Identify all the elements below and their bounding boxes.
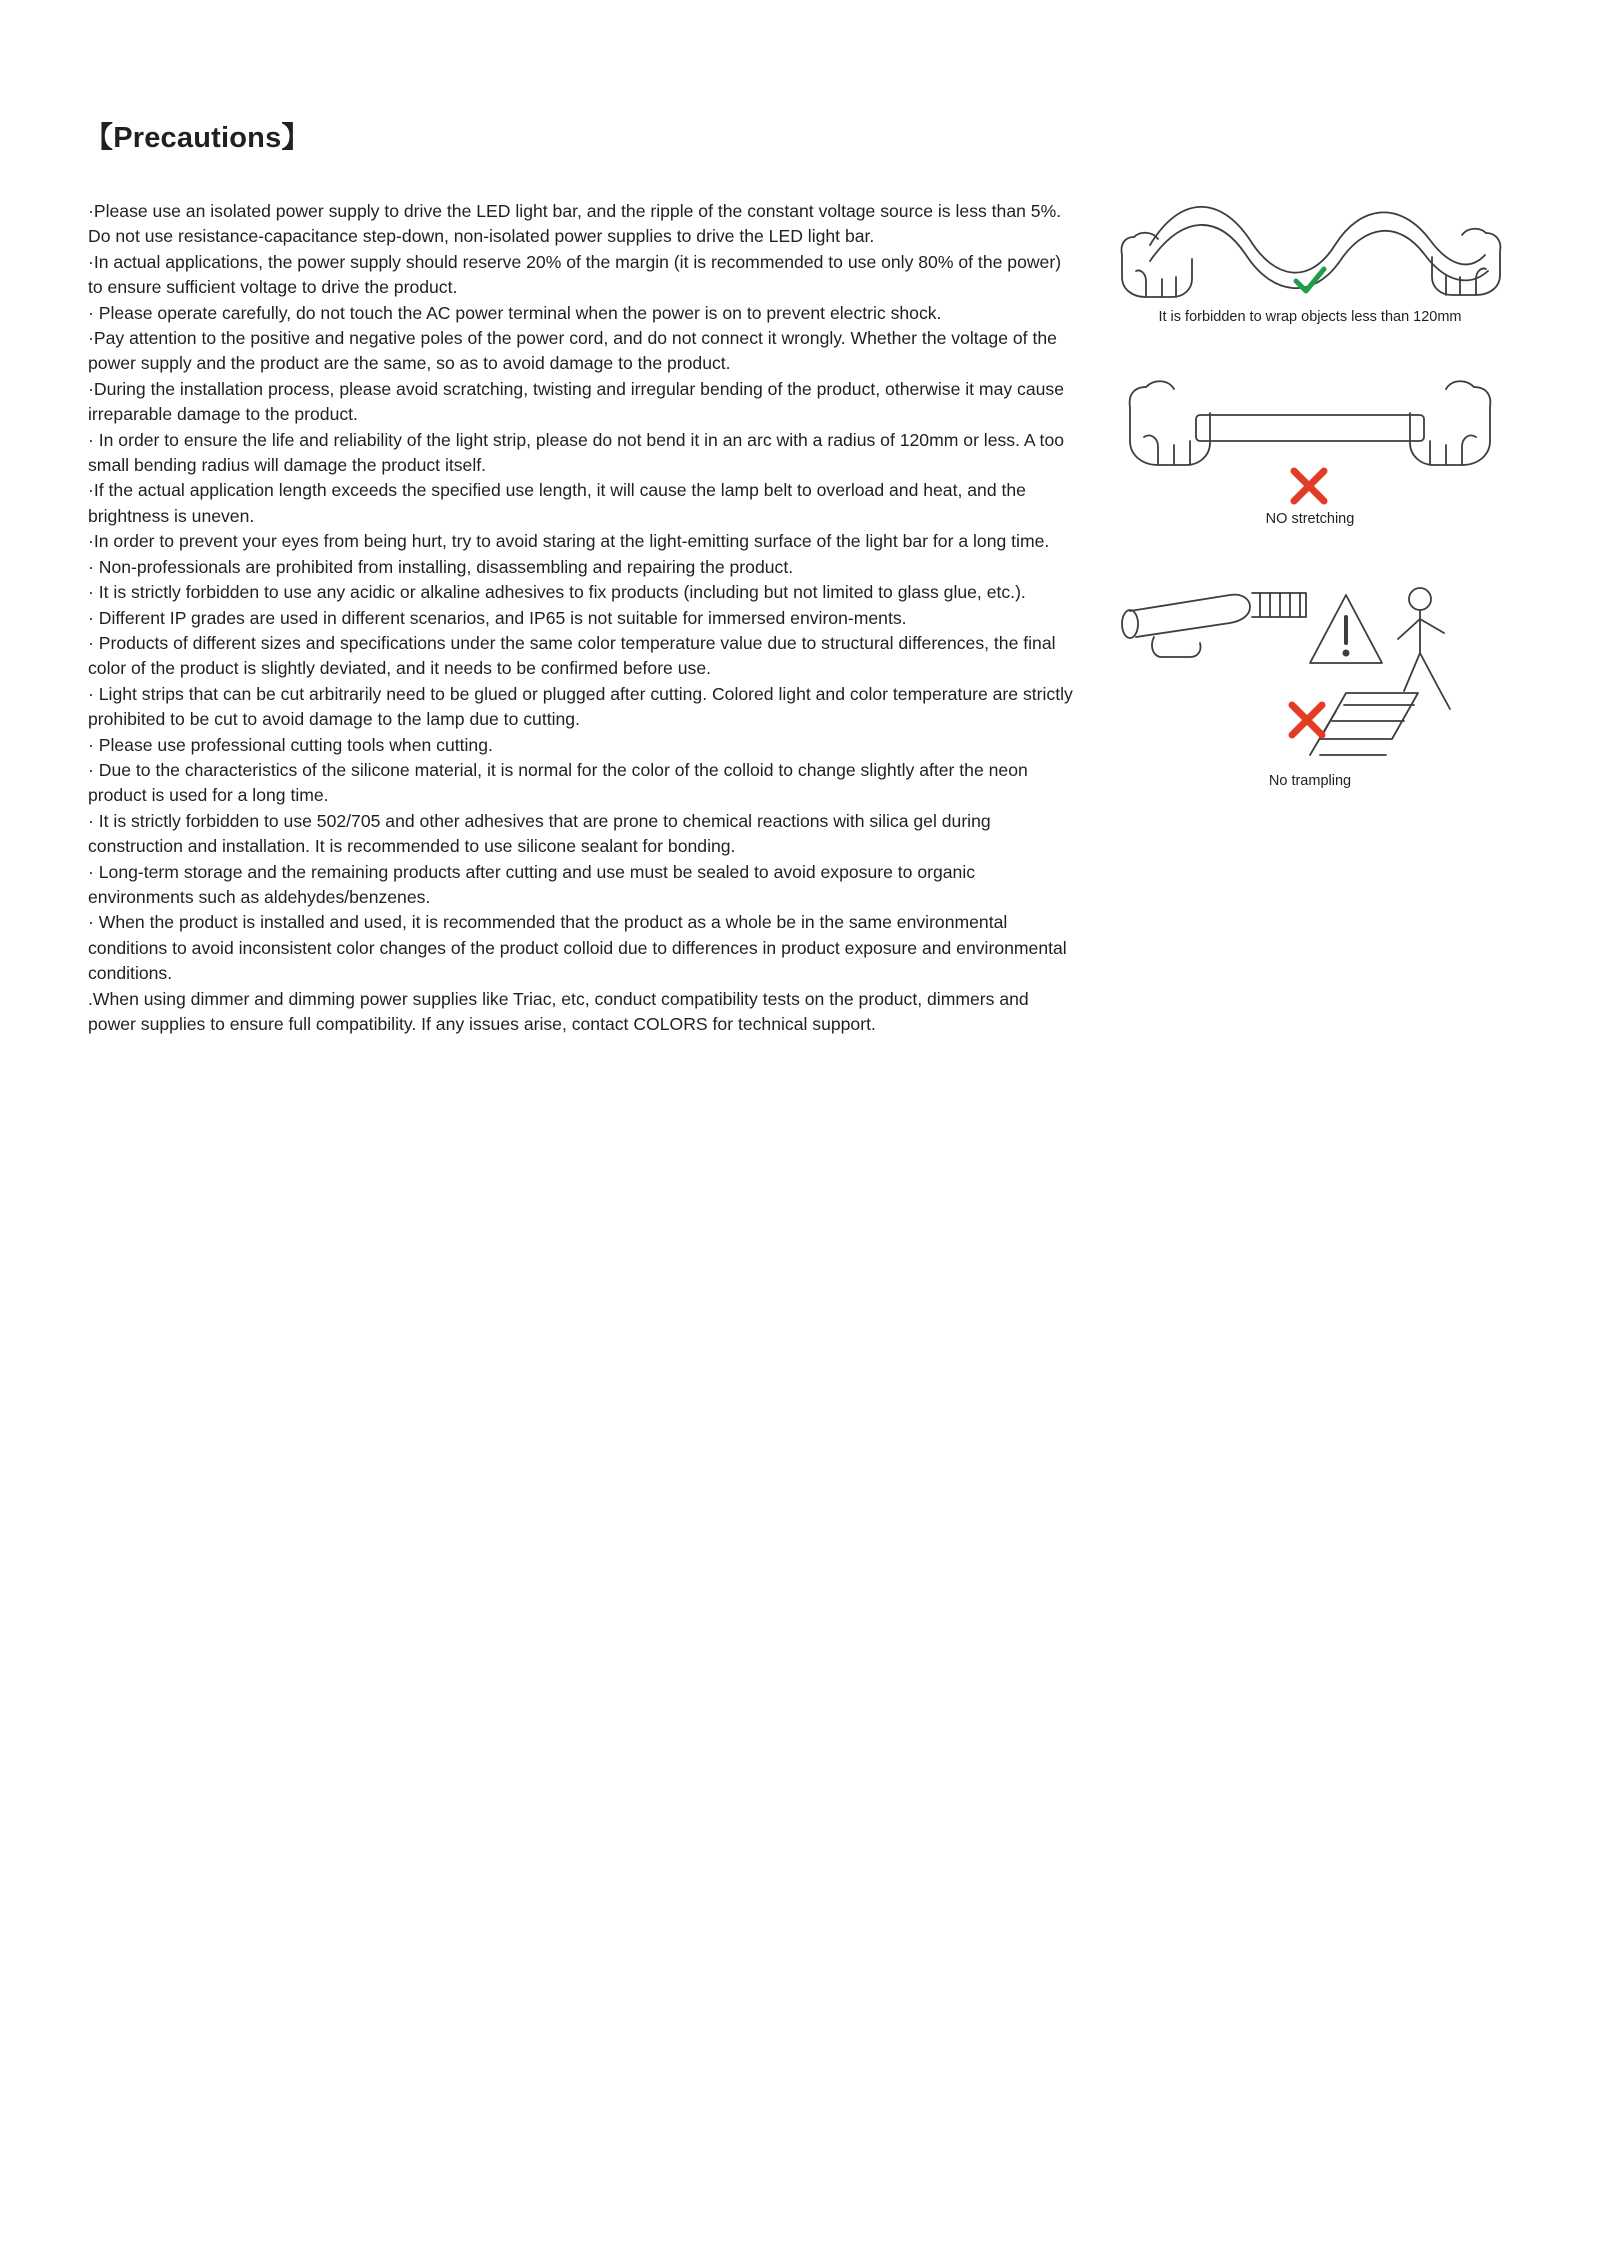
figure-caption: No trampling [1268, 773, 1352, 789]
paragraph: ·During the installation process, please avoid scratching, twisting and irregular bending of the product, otherwise it may cause irreparable damage to the product. [88, 378, 1064, 425]
paragraph: · Long-term storage and the remaining products after cutting and use must be sealed to avoid exposure to organic environments such as aldehydes/benzenes. [88, 861, 976, 907]
paragraph: · Light strips that can be cut arbitrarily need to be glued or plugged after cutting. Colored light and color temperature are strictly prohibited to be cut to avoid damage to the lamp due to cutting. [88, 683, 1073, 730]
figure-caption: It is forbidden to wrap objects less than 120mm [1158, 309, 1462, 325]
figure-caption: NO stretching [1265, 511, 1355, 527]
no-trampling-figure [1090, 559, 1530, 794]
paragraph: ·If the actual application length exceeds the specified use length, it will cause the lamp belt to overload and heat, and the brightness is uneven. [88, 480, 1026, 526]
paragraph: · Products of different sizes and specifications under the same color temperature value due to structural differences, the final color of the product is slightly deviated, and it needs to be confirmed before use. [88, 632, 1056, 679]
paragraph: · It is strictly forbidden to use 502/705 and other adhesives that are prone to chemical reactions with silica gel during construction and installation. It is recommended to use silicone sealant for bonding. [88, 810, 991, 857]
paragraph: · Non-professionals are prohibited from installing, disassembling and repairing the product. [88, 556, 794, 577]
paragraph: · Please use professional cutting tools when cutting. [88, 734, 493, 755]
no-stretching-figure [1090, 357, 1530, 537]
paragraph: · In order to ensure the life and reliability of the light strip, please do not bend it in an arc with a radius of 120mm or less. A too small bending radius will damage the product itself. [88, 429, 1065, 476]
paragraph: ·In actual applications, the power supply should reserve 20% of the margin (it is recommended to use only 80% of the power) to ensure sufficient voltage to drive the product. [88, 251, 1062, 298]
paragraph: · When the product is installed and used, it is recommended that the product as a whole be in the same environmental conditions to avoid inconsistent color changes of the product colloid due to differences in product exposure and environmental conditions. [88, 912, 1067, 984]
paragraph: · It is strictly forbidden to use any acidic or alkaline adhesives to fix products (including but not limited to glass glue, etc.). [88, 582, 1026, 603]
page-title: 【Precautions】 [84, 122, 311, 154]
paragraph: ·Pay attention to the positive and negative poles of the power cord, and do not connect it wrongly. Whether the voltage of the power supply and the product are the same, so as to avoid damage to the product. [88, 328, 1057, 374]
paragraph: ·In order to prevent your eyes from being hurt, try to avoid staring at the light-emitting surface of the light bar for a long time. [88, 531, 1050, 552]
paragraph: .When using dimmer and dimming power supplies like Triac, etc, conduct compatibility tests on the product, dimmers and power supplies to ensure full compatibility. If any issues arise, contact COLORS for technical support. [88, 988, 1029, 1034]
no-trampling-illustration [1090, 559, 1530, 769]
figure-column [1090, 185, 1530, 816]
bend-radius-illustration [1090, 185, 1530, 305]
paragraph: · Different IP grades are used in different scenarios, and IP65 is not suitable for immersed environ-ments. [88, 607, 907, 628]
precautions-body [88, 199, 1078, 1037]
no-stretching-illustration [1090, 357, 1530, 507]
paragraph: · Due to the characteristics of the silicone material, it is normal for the color of the colloid to change slightly after the neon product is used for a long time. [88, 759, 1028, 806]
bend-radius-figure [1090, 185, 1530, 335]
paragraph: ·Please use an isolated power supply to drive the LED light bar, and the ripple of the constant voltage source is less than 5%. Do not use resistance-capacitance step-down, non-isolated power supplies to drive the LED light bar. [88, 201, 1062, 247]
paragraph: · Please operate carefully, do not touch the AC power terminal when the power is on to prevent electric shock. [88, 302, 942, 323]
